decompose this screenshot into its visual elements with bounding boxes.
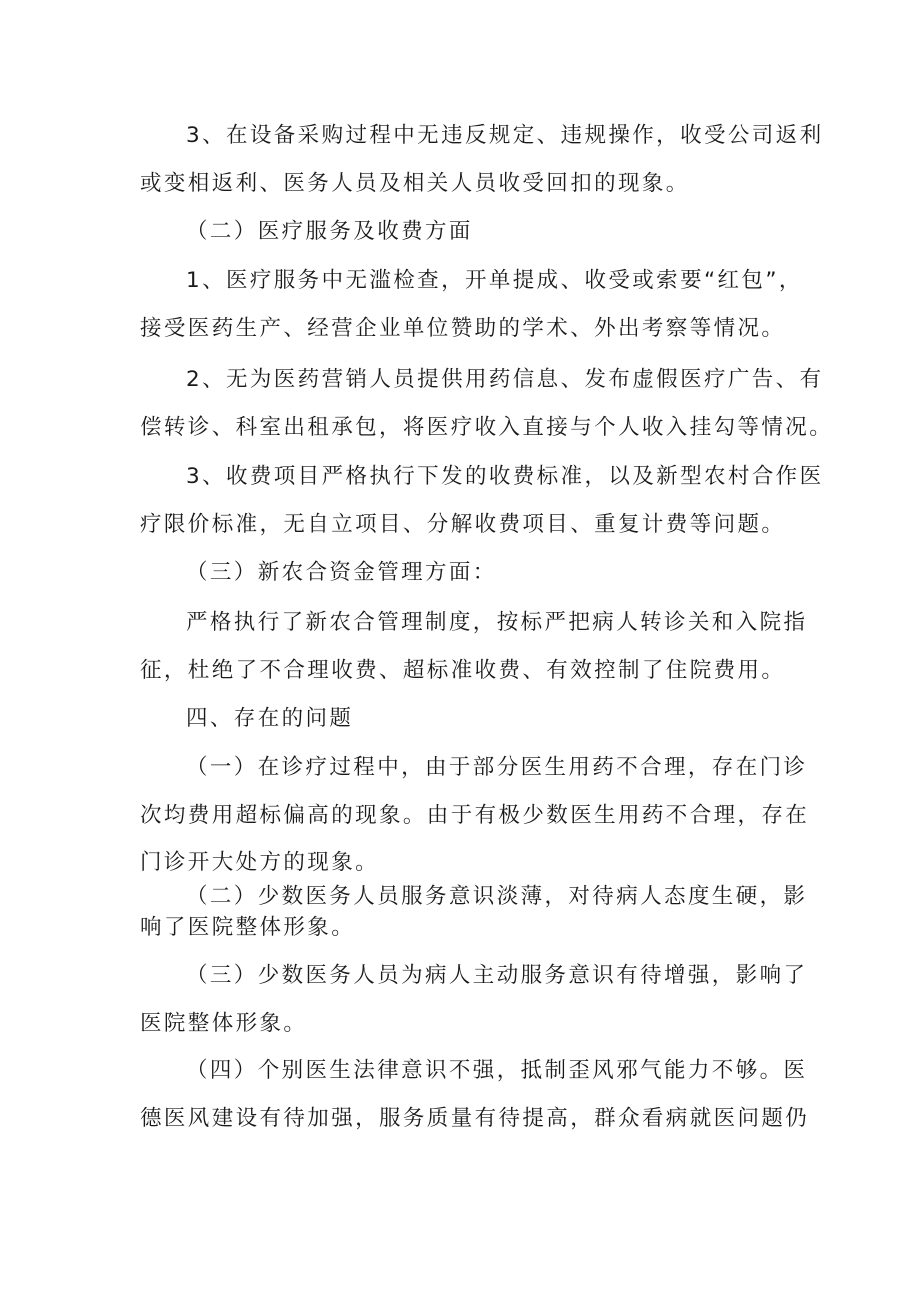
paragraph-line: （四）个别医生法律意识不强，抵制歪风邪气能力不够。医 [186,1058,808,1083]
paragraph-line: （一）在诊疗过程中，由于部分医生用药不合理，存在门诊 [186,755,808,780]
paragraph-line: 疗限价标准，无自立项目、分解收费项目、重复计费等问题。 [140,512,786,537]
section-heading: 四、存在的问题 [186,706,354,731]
section-heading: （三）新农合资金管理方面： [186,560,497,585]
paragraph-line: 偿转诊、科室出租承包，将医疗收入直接与个人收入挂勾等情况。 [140,415,834,440]
paragraph-line: 医院整体形象。 [140,1011,308,1036]
section-heading: （二）医疗服务及收费方面 [186,219,473,244]
paragraph-line: 3、收费项目严格执行下发的收费标准，以及新型农村合作医 [186,464,824,489]
paragraph-line: 德医风建设有待加强，服务质量有待提高，群众看病就医问题仍 [140,1106,810,1131]
paragraph-line: （二）少数医务人员服务意识淡薄，对待病人态度生硬，影 [186,884,808,909]
paragraph-line: （三）少数医务人员为病人主动服务意识有待增强，影响了 [186,963,808,988]
paragraph-line: 2、无为医药营销人员提供用药信息、发布虚假医疗广告、有 [186,367,824,392]
paragraph-line: 征，杜绝了不合理收费、超标准收费、有效控制了住院费用。 [140,658,786,683]
paragraph-line: 1、医疗服务中无滥检查，开单提成、收受或索要“红包”， [186,268,803,293]
paragraph-line: 接受医药生产、经营企业单位赞助的学术、外出考察等情况。 [140,316,786,341]
paragraph-line: 严格执行了新农合管理制度，按标严把病人转诊关和入院指 [186,610,808,635]
paragraph-line: 次均费用超标偏高的现象。由于有极少数医生用药不合理，存在 [140,803,810,828]
paragraph-line: 门诊开大处方的现象。 [140,850,380,875]
paragraph-line: 或变相返利、医务人员及相关人员收受回扣的现象。 [140,171,690,196]
paragraph-line: 3、在设备采购过程中无违反规定、违规操作，收受公司返利 [186,123,824,148]
paragraph-line: 响了医院整体形象。 [140,915,356,940]
